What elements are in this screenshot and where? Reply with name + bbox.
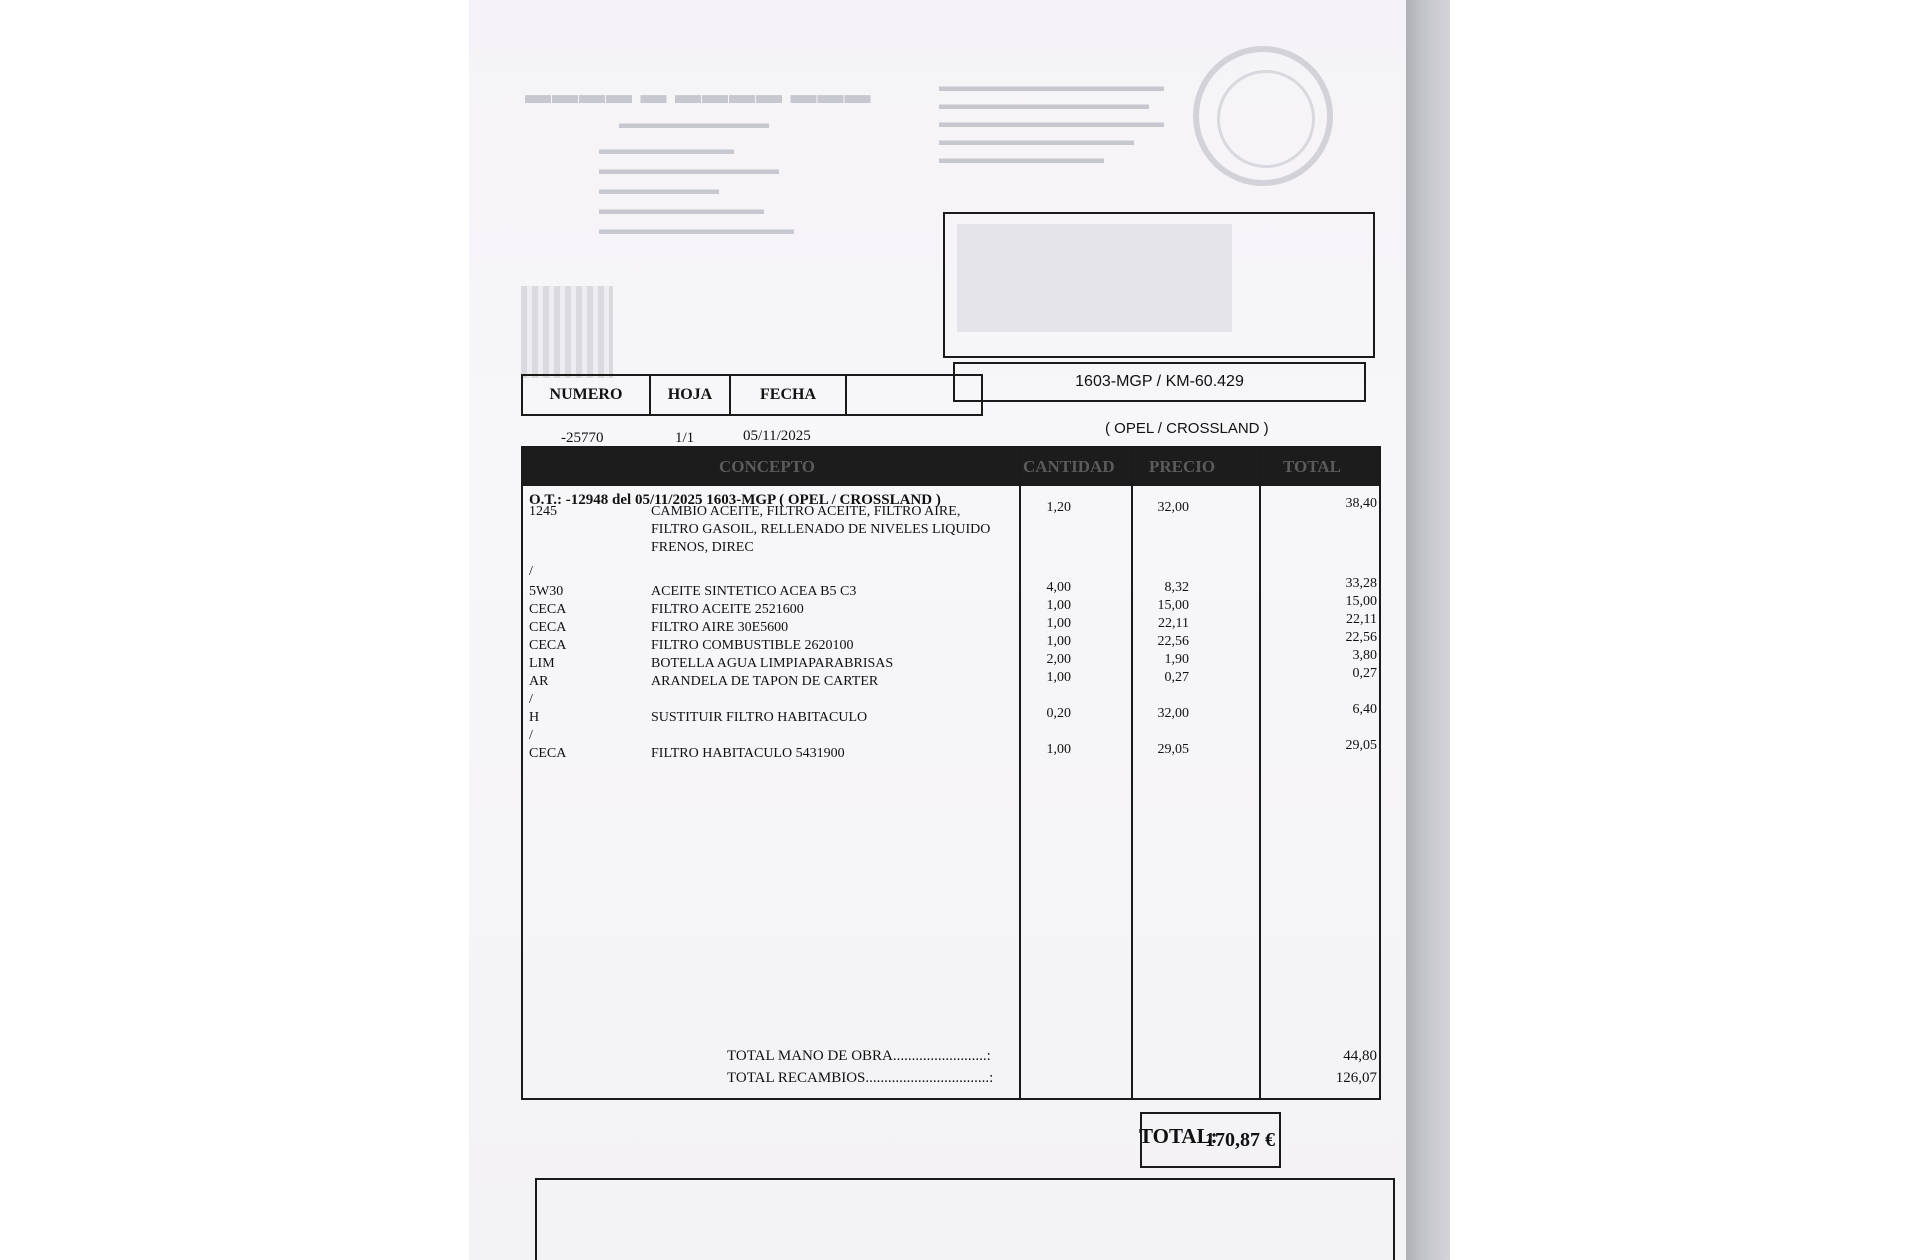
document-photo [469, 0, 1450, 1260]
vehicle-plate-km: 1603-MGP / KM-60.429 [953, 362, 1366, 402]
line-code: CECA [529, 602, 567, 617]
vehicle-model: ( OPEL / CROSSLAND ) [1105, 420, 1269, 437]
work-order-line: O.T.: -12948 del 05/11/2025 1603-MGP ( OPEL / CROSSLAND ) [529, 492, 941, 508]
line-total: 3,80 [1352, 648, 1377, 663]
header-fecha: FECHA [731, 376, 847, 414]
line-code: LIM [529, 656, 555, 671]
line-total: 15,00 [1345, 594, 1377, 609]
line-qty: 1,00 [1046, 616, 1071, 631]
col-precio: PRECIO [1149, 457, 1216, 476]
ghost-company-name: ▬▬▬▬ ▬ ▬▬▬▬ ▬▬▬ [525, 80, 872, 109]
line-total: 38,40 [1345, 496, 1377, 511]
line-total: 22,56 [1345, 630, 1377, 645]
invoice-sheet [469, 0, 1406, 1260]
line-price: 22,56 [1157, 634, 1189, 649]
line-total: 29,05 [1345, 738, 1377, 753]
line-desc: FRENOS, DIREC [651, 540, 754, 555]
invoice-number: -25770 [561, 430, 604, 446]
table-header [523, 448, 1379, 486]
line-desc: ACEITE SINTETICO ACEA B5 C3 [651, 584, 857, 599]
line-desc: FILTRO ACEITE 2521600 [651, 602, 804, 617]
ghost-qr-code [521, 286, 613, 378]
line-code: CECA [529, 620, 567, 635]
line-price: 15,00 [1157, 598, 1189, 613]
total-mano-obra-label: TOTAL MANO DE OBRA.........................: [727, 1048, 991, 1064]
grand-total-label: TOTAL: [1139, 1124, 1218, 1148]
line-qty: 4,00 [1046, 580, 1071, 595]
line-price: 32,00 [1157, 500, 1189, 515]
line-qty: 2,00 [1046, 652, 1071, 667]
ghost-legal-text: ▬▬▬▬▬▬▬▬▬▬▬▬▬▬▬ ▬▬▬▬▬▬▬▬▬▬▬▬▬▬ ▬▬▬▬▬▬▬▬▬▬▬▬▬▬▬ ▬▬▬▬▬▬▬▬▬▬▬▬▬ ▬▬▬▬▬▬▬▬▬▬▬ [939, 79, 1164, 167]
col-divider-2 [1131, 448, 1133, 1098]
footer-box [535, 1178, 1395, 1260]
line-code: CECA [529, 638, 567, 653]
line-code: / [529, 564, 533, 579]
line-price: 22,11 [1158, 616, 1189, 631]
line-qty: 1,00 [1046, 742, 1071, 757]
line-price: 32,00 [1157, 706, 1189, 721]
header-hoja: HOJA [651, 376, 731, 414]
line-desc: BOTELLA AGUA LIMPIAPARABRISAS [651, 656, 894, 671]
line-qty: 0,20 [1046, 706, 1071, 721]
ghost-company-line: ▬▬▬▬▬▬▬▬▬▬ [619, 116, 769, 132]
invoice-page: 1/1 [675, 430, 695, 446]
col-total: TOTAL [1283, 457, 1341, 476]
line-code: / [529, 692, 533, 707]
line-qty: 1,00 [1046, 598, 1071, 613]
line-qty: 1,00 [1046, 634, 1071, 649]
line-items-table [521, 446, 1381, 1100]
line-total: 22,11 [1346, 612, 1377, 627]
total-mano-obra-value: 44,80 [1343, 1048, 1377, 1064]
line-qty: 1,20 [1046, 500, 1071, 515]
total-recambios-value: 126,07 [1335, 1070, 1377, 1086]
line-price: 29,05 [1157, 742, 1189, 757]
header-numero: NUMERO [523, 376, 651, 414]
line-code: AR [529, 674, 549, 689]
customer-redaction [957, 224, 1232, 332]
line-price: 0,27 [1164, 670, 1189, 685]
line-price: 8,32 [1164, 580, 1189, 595]
line-price: 1,90 [1164, 652, 1189, 667]
line-code: 1245 [529, 504, 557, 519]
grand-total-value: 170,87 € [1140, 1112, 1281, 1168]
ghost-stamp [1193, 46, 1333, 186]
line-desc: FILTRO GASOIL, RELLENADO DE NIVELES LIQUIDO [651, 522, 991, 537]
line-desc: FILTRO AIRE 30E5600 [651, 620, 789, 635]
line-code: CECA [529, 746, 567, 761]
line-qty: 1,00 [1046, 670, 1071, 685]
col-concepto: CONCEPTO [719, 457, 816, 476]
line-code: 5W30 [529, 584, 564, 599]
line-total: 33,28 [1345, 576, 1377, 591]
invoice-header-table [521, 374, 983, 416]
invoice-date: 05/11/2025 [743, 428, 811, 444]
ghost-address: ▬▬▬▬▬▬▬▬▬ ▬▬▬▬▬▬▬▬▬▬▬▬ ▬▬▬▬▬▬▬▬ ▬▬▬▬▬▬▬▬▬▬▬ ▬▬▬▬▬▬▬▬▬▬▬▬▬ [599, 142, 794, 238]
col-divider-1 [1019, 448, 1021, 1098]
line-total: 6,40 [1352, 702, 1377, 717]
col-cantidad: CANTIDAD [1023, 457, 1115, 476]
line-desc: FILTRO HABITACULO 5431900 [651, 746, 845, 761]
line-desc: CAMBIO ACEITE, FILTRO ACEITE, FILTRO AIRE, [651, 504, 961, 519]
col-divider-3 [1259, 448, 1261, 1098]
line-desc: FILTRO COMBUSTIBLE 2620100 [651, 638, 854, 653]
line-code: / [529, 728, 533, 743]
line-desc: ARANDELA DE TAPON DE CARTER [651, 674, 879, 689]
paper-edge-shadow [1406, 0, 1450, 1260]
line-total: 0,27 [1352, 666, 1377, 681]
line-desc: SUSTITUIR FILTRO HABITACULO [651, 710, 868, 725]
customer-box [943, 212, 1375, 358]
total-recambios-label: TOTAL RECAMBIOS.................................: [727, 1070, 994, 1086]
line-code: H [529, 710, 540, 725]
